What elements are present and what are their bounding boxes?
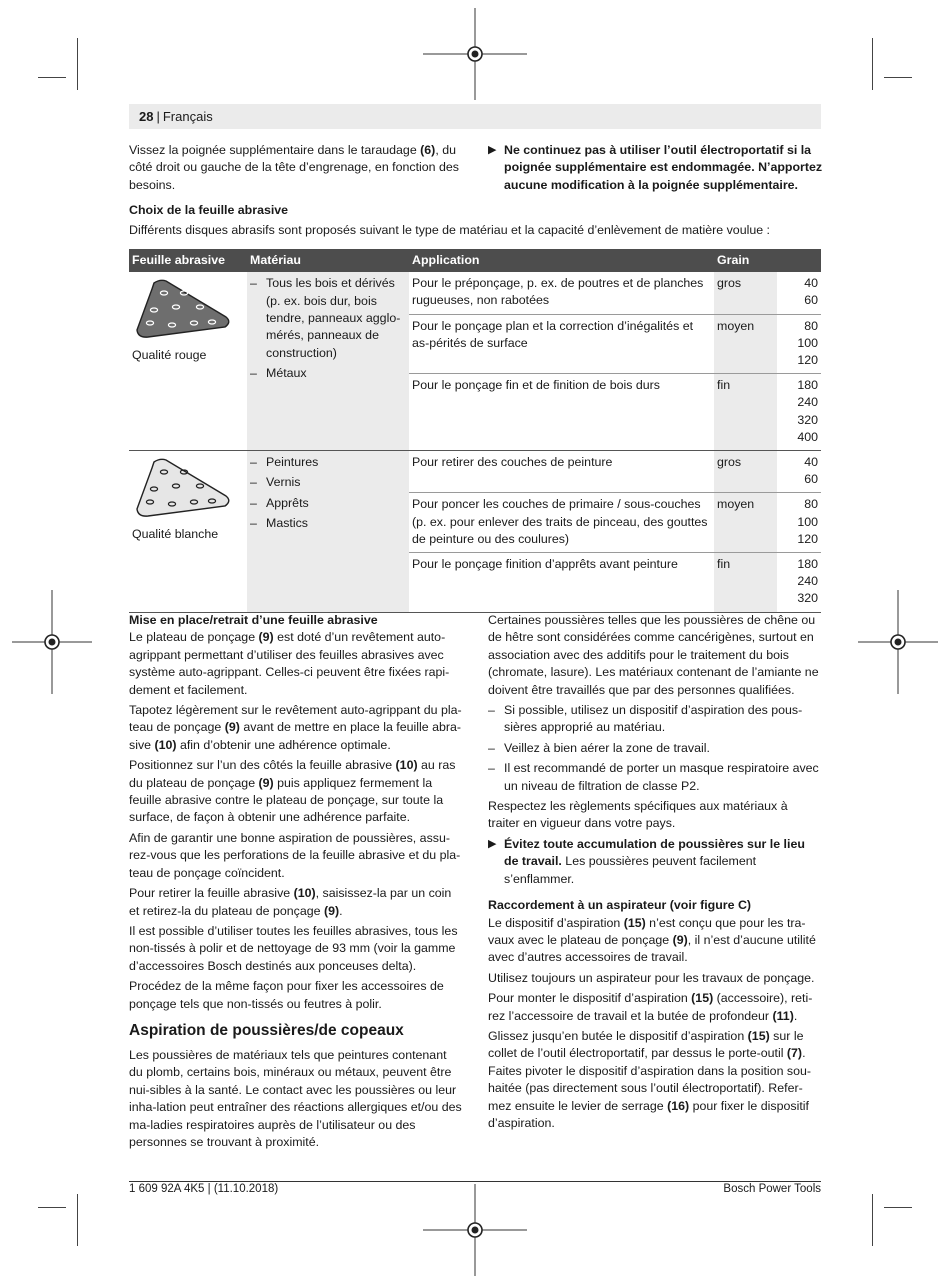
material-item: – Mastics bbox=[250, 515, 406, 532]
quality-label: Qualité rouge bbox=[132, 348, 207, 363]
warning-arrow-icon: ▶ bbox=[488, 144, 497, 156]
grain-value: 240 bbox=[797, 574, 818, 589]
col-header-application: Application bbox=[409, 249, 714, 272]
application-cell: Pour retirer des couches de peinture bbox=[409, 451, 714, 493]
sanding-sheet-icon bbox=[132, 277, 236, 339]
application-cell: Pour le ponçage fin et de finition de bois durs bbox=[409, 374, 714, 451]
grain-value: 40 bbox=[804, 455, 818, 470]
application-cell: Pour le préponçage, p. ex. de poutres et de planches rugueuses, non rabotées bbox=[409, 272, 714, 314]
warning-text: Ne continuez pas à utiliser l’outil électroportatif si la poignée supplémentaire est endommagée. N’apportez aucune modification à la poignée supplémentaire. bbox=[504, 143, 823, 192]
grain-label: moyen bbox=[714, 314, 777, 374]
intro-warning bbox=[488, 142, 823, 194]
table-row bbox=[129, 272, 821, 314]
grain-value: 60 bbox=[804, 472, 818, 487]
paragraph: Le plateau de ponçage (9) est doté d’un revêtement auto-agrippant permettant d’utiliser des feuilles abrasives avec système auto-agrippant. Celles-ci peuvent être fixées rapi-dement et facilement. bbox=[129, 630, 450, 697]
paragraph: Il est possible d’utiliser toutes les feuilles abrasives, tous les non-tissés à polir et de nettoyage de 93 mm (voir la gamme d’accessoires Bosch destinés aux ponceuses delta). bbox=[129, 923, 458, 973]
col-header-material: Matériau bbox=[247, 249, 409, 272]
material-item: – Vernis bbox=[250, 474, 406, 491]
left-column bbox=[129, 612, 463, 1154]
grain-value: 40 bbox=[804, 276, 818, 291]
aspiration-title: Aspiration de poussières/de copeaux bbox=[129, 1021, 404, 1039]
quality-label: Qualité blanche bbox=[132, 527, 219, 542]
grain-value: 240 bbox=[797, 395, 818, 410]
choice-title: Choix de la feuille abrasive bbox=[129, 203, 289, 217]
crop-mark-icon bbox=[884, 77, 912, 78]
crop-mark-icon bbox=[884, 1207, 912, 1208]
grain-value: 80 bbox=[804, 497, 818, 512]
paragraph: Glissez jusqu’en butée le dispositif d’aspiration (15) sur le collet de l’outil électroportatif, par dessus le porte-outil (7). Faites pivoter le dispositif d’aspiration dans la position sou-haitée (pas directement sous l’outil électroportatif). Refer-mez ensuite le levier de serrage (16) pour fixer le dispositif d’aspiration. bbox=[488, 1028, 812, 1130]
choice-text: Différents disques abrasifs sont proposés suivant le type de matériau et la capacité d’enlèvement de matière voulue : bbox=[129, 223, 771, 238]
crop-mark-icon bbox=[872, 1194, 873, 1246]
crop-mark-icon bbox=[38, 77, 66, 78]
grain-label: moyen bbox=[714, 493, 777, 553]
material-item: – Métaux bbox=[250, 365, 406, 382]
registration-mark-icon bbox=[423, 8, 527, 100]
crop-mark-icon bbox=[872, 38, 873, 90]
application-cell: Pour le ponçage plan et la correction d’inégalités et as-pérités de surface bbox=[409, 314, 714, 374]
sheet-cell-red bbox=[129, 272, 247, 450]
dust-warning bbox=[488, 836, 822, 888]
paragraph: Procédez de la même façon pour fixer les accessoires de ponçage tels que non-tissés ou feutres à polir. bbox=[129, 979, 444, 1011]
abrasive-table bbox=[129, 249, 821, 613]
footer-right: Bosch Power Tools bbox=[723, 1183, 821, 1195]
mise-title: Mise en place/retrait d’une feuille abrasive bbox=[129, 613, 378, 627]
registration-mark-icon bbox=[858, 590, 938, 694]
paragraph: Tapotez légèrement sur le revêtement auto-agrippant du pla-teau de ponçage (9) avant de mettre en place la feuille abra-sive (10) afin d’obtenir une adhérence optimale. bbox=[129, 703, 462, 752]
paragraph: Positionnez sur l’un des côtés la feuille abrasive (10) au ras du plateau de ponçage (9) puis appliquez fermement la feuille abrasive contre le plateau de ponçage, sur toute la surface, de façon à obtenir une adhérence parfaite. bbox=[129, 758, 456, 825]
grain-values bbox=[777, 314, 821, 374]
paragraph: Utilisez toujours un aspirateur pour les travaux de ponçage. bbox=[488, 970, 815, 985]
choice-section bbox=[129, 202, 829, 243]
footer-left: 1 609 92A 4K5 | (11.10.2018) bbox=[129, 1183, 279, 1195]
registration-mark-icon bbox=[423, 1184, 527, 1276]
grain-value: 320 bbox=[797, 412, 818, 427]
warning-arrow-icon: ▶ bbox=[488, 837, 497, 850]
grain-value: 60 bbox=[804, 293, 818, 308]
crop-mark-icon bbox=[38, 1207, 66, 1208]
page-language: Français bbox=[162, 109, 213, 124]
crop-mark-icon bbox=[77, 38, 78, 90]
grain-value: 120 bbox=[797, 531, 818, 546]
sheet-cell-white bbox=[129, 451, 247, 613]
grain-value: 80 bbox=[804, 318, 818, 333]
racc-title: Raccordement à un aspirateur (voir figure C) bbox=[488, 898, 752, 913]
right-column bbox=[488, 612, 822, 1135]
material-item: – Tous les bois et dérivés (p. ex. bois dur, bois tendre, panneaux agglo-mérés, panneaux de construction) bbox=[250, 275, 406, 362]
application-cell: Pour poncer les couches de primaire / sous-couches (p. ex. pour enlever des traits de pinceau, des gouttes de peinture ou des coulures) bbox=[409, 493, 714, 553]
application-cell: Pour le ponçage finition d’apprêts avant peinture bbox=[409, 553, 714, 613]
material-item: – Apprêts bbox=[250, 495, 406, 512]
grain-label: gros bbox=[714, 451, 777, 493]
page-number: 28 bbox=[139, 109, 154, 124]
grain-label: fin bbox=[714, 553, 777, 613]
table-header-row bbox=[129, 249, 821, 272]
grain-values bbox=[777, 493, 821, 553]
registration-mark-icon bbox=[12, 590, 92, 694]
table-row bbox=[129, 451, 821, 493]
list-item: – Si possible, utilisez un dispositif d’aspiration des pous-sières approprié au matériau. bbox=[488, 702, 822, 737]
page-header: 28 | Français bbox=[129, 104, 821, 129]
grain-value: 400 bbox=[797, 429, 818, 444]
grain-values bbox=[777, 553, 821, 613]
aspiration-text: Les poussières de matériaux tels que peintures contenant du plomb, certains bois, minéraux ou métaux, peuvent être nui-sibles à la santé. Le contact avec les poussières ou leur inha-lation peut entraîner des réactions allergiques et/ou des ma-ladies respiratoires auprès de l’utilisateur ou des personnes se trouvant à proximité. bbox=[129, 1047, 462, 1149]
grain-label: gros bbox=[714, 272, 777, 314]
material-item: – Peintures bbox=[250, 454, 406, 471]
paragraph: Pour monter le dispositif d’aspiration (15) (accessoire), reti-rez l’accessoire de travail et la butée de profondeur (11). bbox=[488, 991, 813, 1023]
grain-value: 100 bbox=[797, 514, 818, 529]
material-cell bbox=[247, 451, 409, 613]
grain-values bbox=[777, 272, 821, 314]
grain-value: 320 bbox=[797, 591, 818, 606]
warning-rest: Les poussières peuvent facilement s’enflammer. bbox=[504, 854, 757, 886]
crop-mark-icon bbox=[77, 1194, 78, 1246]
intro-left bbox=[129, 142, 462, 197]
sanding-sheet-icon bbox=[132, 456, 236, 518]
paragraph: Certaines poussières telles que les poussières de chêne ou de hêtre sont considérées comme cancérigènes, surtout en association avec des additifs pour le traitement du bois (chromate, lasure). Les matériaux contenant de l’amiante ne doivent être travaillés que par des personnes qualifiées. bbox=[488, 613, 819, 697]
list-item: – Veillez à bien aérer la zone de travail. bbox=[488, 740, 822, 757]
grain-label: fin bbox=[714, 374, 777, 451]
grain-value: 100 bbox=[797, 335, 818, 350]
grain-value: 180 bbox=[797, 378, 818, 393]
grain-value: 180 bbox=[797, 557, 818, 572]
material-cell bbox=[247, 272, 409, 450]
paragraph: Respectez les règlements spécifiques aux matériaux à traiter en vigueur dans votre pays. bbox=[488, 799, 788, 831]
footer-rule bbox=[129, 1181, 821, 1182]
col-header-sheet: Feuille abrasive bbox=[129, 249, 247, 272]
col-header-grain: Grain bbox=[714, 249, 821, 272]
grain-value: 120 bbox=[797, 353, 818, 368]
paragraph: Afin de garantir une bonne aspiration de poussières, assu-rez-vous que les perforations de la feuille abrasive et du pla-teau de ponçage coïncident. bbox=[129, 830, 461, 880]
paragraph: Pour retirer la feuille abrasive (10), saisissez-la par un coin et retirez-la du plateau de ponçage (9). bbox=[129, 886, 452, 918]
warning-bold: Évitez toute accumulation de poussières sur le lieu de travail. bbox=[504, 836, 805, 869]
list-item: – Il est recommandé de porter un masque respiratoire avec un niveau de filtration de classe P2. bbox=[488, 760, 822, 795]
grain-values bbox=[777, 374, 821, 451]
paragraph: Le dispositif d’aspiration (15) n’est conçu que pour les tra-vaux avec le plateau de ponçage (9), il n’est d’aucune utilité avec d’autres accessoires de travail. bbox=[488, 915, 816, 965]
intro-paragraph: Vissez la poignée supplémentaire dans le taraudage (6), du côté droit ou gauche de la tête d’engrenage, en fonction des besoins. bbox=[129, 143, 459, 192]
grain-values bbox=[777, 451, 821, 493]
